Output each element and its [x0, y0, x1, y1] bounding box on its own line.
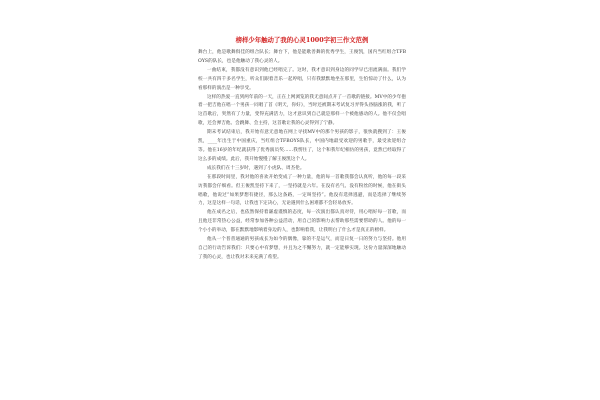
paragraph-1: 舞台上，他是歌舞俱佳的组合队长；舞台下，他是能歌善舞的优秀学生，王俊凯，国内当红组合TFBOYS的队长，也是他触动了我心灵的人。 [198, 50, 406, 64]
document-page [198, 36, 406, 392]
paragraph-3: 这样的热爱一直到两年前的一天，正在上网浏览的我无意间点开了一首歌的链接。MV中的少年抱着一把吉他在唱一个男孩一同唱了首《明天，你好》，当时还被期末考试复习弄得头昏脑涨的我，听了这首歌后，突然有了力量，变得充满活力，这才意识到自己就是那样一个被他感动的人。他不仅会唱歌，还会弹吉他、会跳舞、会主持，这首歌让我的心灵得到了宁静。 [198, 94, 406, 127]
paragraph-5: 成长我们在十三岁时，遇到了小虎队、周杰伦。 [207, 165, 305, 171]
paragraph-7: 他在成名之后，也依然保持着谦虚谨慎的态度，每一次演出都认真对待，用心唱好每一首歌，而且他还非常热心公益，经常参加各种公益活动，用自己的影响力去帮助那些需要帮助的人。他的每一个小小的举动，都在默默地影响着身边的人，也影响着我，让我明白了什么才是真正的榜样。 [198, 210, 406, 234]
paragraph-6: 在那段时间里，我对他的喜欢开始变成了一种力量，他的每一首歌我都会认真听，他的每一段采访我都会仔细看。但王俊凯坚持下来了，一坚持就是六年。在没有名气、没有粉丝的时候，他在街头唱歌，他说过“如果梦想有捷径，那么这条路，一定叫坚持”。他没有选择逃避，而是选择了继续努力，这是这样一句话，让我也下定决心，无论遇到什么困难都不会轻易放弃。 [198, 174, 406, 207]
paragraph-8: 他从一个普普通通的男孩成长为如今的偶像，靠的不是运气，而是日复一日的努力与坚持。他用自己的行动告诉我们：只要心中有梦想，并且为之不懈努力，就一定能够实现。这份力量深深地触动了我的心灵，也让我对未来充满了希望。 [198, 237, 406, 260]
paragraph-4: 期末考试结束后，我开始有意无意地在网上寻找MV中的那个男孩的影子，很快就搜到了：王俊凯，____年出生于中国重庆，当红组合TFBOYS队长，中国内地最受欢迎的男歌手，最受欢迎组合等。他在16岁的年纪就获得了优秀演员奖……我愣住了，这个和我年纪相仿的男孩，竟然已经取得了这么多的成绩。此后，我开始慢慢了解王俊凯这个人。 [198, 130, 406, 162]
document-title: 榜样少年触动了我的心灵1000字初三作文范例 [235, 36, 369, 44]
paragraph-2: 一曲结束，我都没有意识到他已经唱完了。这时，我才意识到身边的同学早已泪流满面。我们学校一共有四千多名学生，听众们跟着音乐一起哼唱，只有我默默地坐在那里，生怕惊动了什么，认为看那样的演出是一种享受。 [198, 67, 406, 91]
